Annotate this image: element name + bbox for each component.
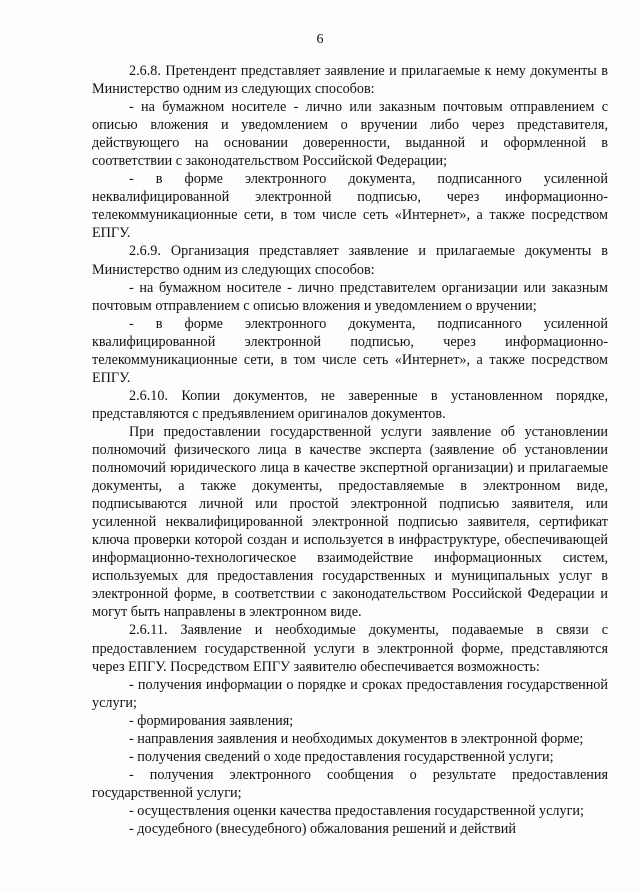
paragraph-2-6-9: 2.6.9. Организация представляет заявление и прилагаемые документы в Министерство одним из следующих способов: — [92, 243, 608, 278]
list-item-appeal: - досудебного (внесудебного) обжалования решений и действий — [129, 820, 516, 837]
list-item-form: - формирования заявления; — [129, 712, 294, 729]
list-item-status: - получения сведений о ходе предоставления государственной услуги; — [129, 748, 554, 765]
paragraph-2-6-10: 2.6.10. Копии документов, не заверенные в установленном порядке, представляются с предъявлением оригиналов документов. — [92, 387, 608, 422]
list-item-electronic: - в форме электронного документа, подписанного усиленной неквалифицированной электронной подписью, через информационно-телекоммуникационные сети, в том числе сеть «Интернет», а также посредством ЕПГУ. — [92, 171, 608, 242]
list-item-paper: - на бумажном носителе - лично или заказным почтовым отправлением с описью вложения и уведомлением о вручении либо через представителя, действующего на основании доверенности, выданной и оформленной в соответствии с законодательством Российской Федерации; — [92, 99, 608, 170]
page-number: 6 — [316, 32, 324, 47]
paragraph-2-6-11: 2.6.11. Заявление и необходимые документы, подаваемые в связи с предоставлением государственной услуги в электронной форме, представляются через ЕПГУ. Посредством ЕПГУ заявителю обеспечивается возможность: — [92, 622, 608, 675]
document-body — [92, 62, 608, 838]
list-item-info: - получения информации о порядке и сроках предоставления государственной услуги; — [92, 676, 608, 711]
paragraph-signature: При предоставлении государственной услуги заявление об установлении полномочий физического лица в качестве эксперта (заявление об установлении полномочий юридического лица в качестве экспертной организации) и прилагаемые документы, а также документы, предоставляемые в электронном виде, подписываются личной или простой электронной подписью заявителя, или усиленной неквалифицированной электронной подписью заявителя, сертификат ключа проверки которой создан и используется в инфраструктуре, обеспечивающей информационно-технологическое взаимодействие информационных систем, используемых для предоставления государственных и муниципальных услуг в электронной форме, в соответствии с законодательством Российской Федерации и могут быть направлены в электронном виде. — [92, 423, 608, 621]
list-item-rating: - осуществления оценки качества предоставления государственной услуги; — [129, 802, 584, 819]
paragraph-2-6-8: 2.6.8. Претендент представляет заявление и прилагаемые к нему документы в Министерство одним из следующих способов: — [92, 63, 608, 98]
list-item-send: - направления заявления и необходимых документов в электронной форме; — [129, 730, 584, 747]
list-item-result: - получения электронного сообщения о результате предоставления государственной услуги; — [92, 766, 608, 801]
list-item-paper-org: - на бумажном носителе - лично представителем организации или заказным почтовым отправлением с описью вложения и уведомлением о вручении; — [92, 279, 608, 314]
list-item-electronic-org: - в форме электронного документа, подписанного усиленной квалифицированной электронной подписью, через информационно-телекоммуникационные сети, в том числе сеть «Интернет», а также посредством ЕПГУ. — [92, 315, 608, 386]
